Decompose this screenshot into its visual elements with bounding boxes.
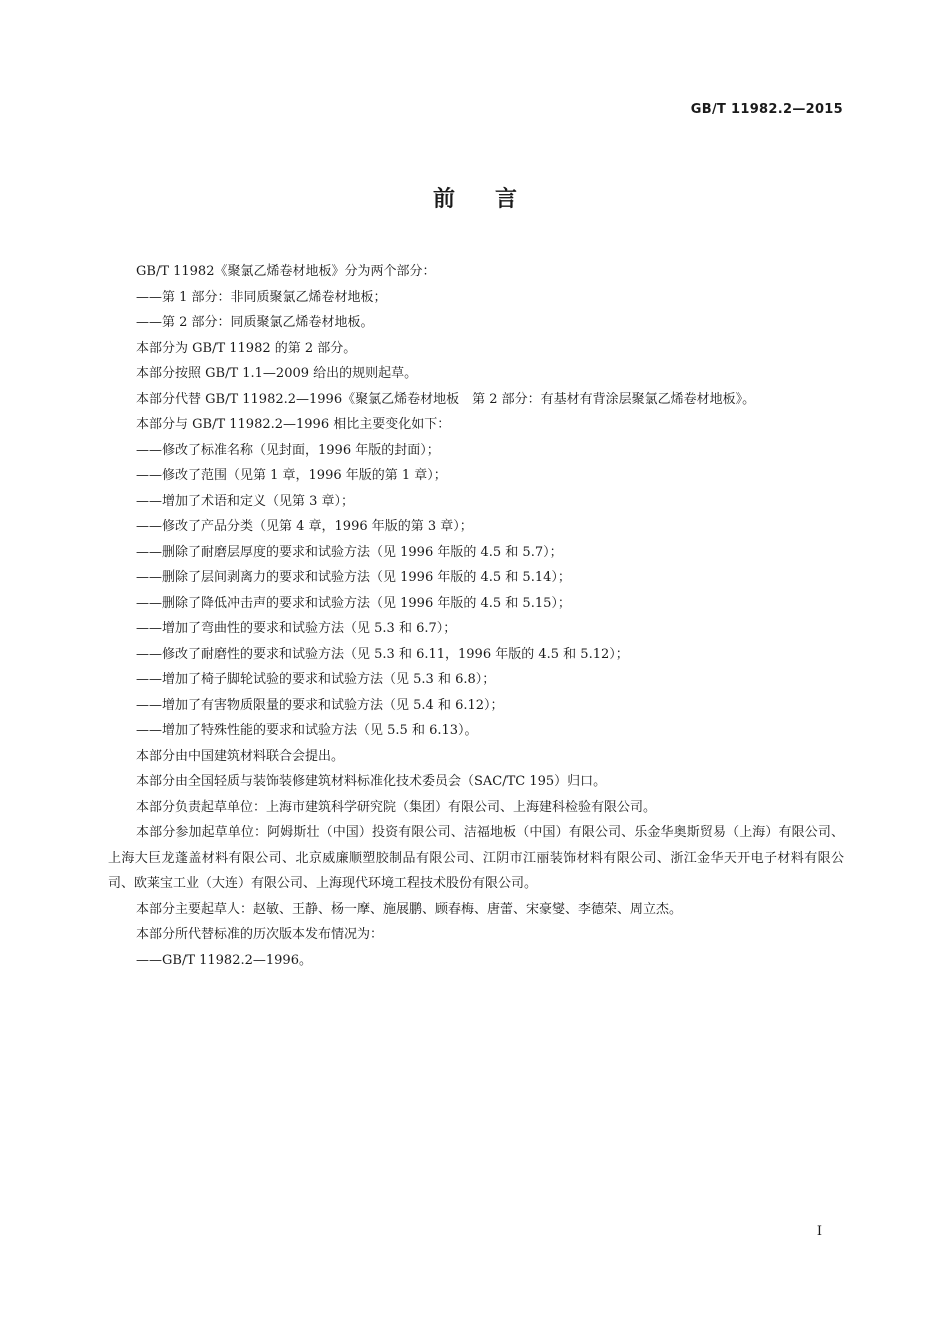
paragraph: 本部分由全国轻质与装饰装修建筑材料标准化技术委员会（SAC/TC 195）归口。 bbox=[136, 774, 607, 789]
paragraph: 本部分主要起草人：赵敏、王静、杨一摩、施展鹏、顾春梅、唐蕾、宋豪燮、李德荣、周立杰。 bbox=[136, 901, 683, 917]
list-item: ——修改了标准名称（见封面，1996 年版的封面）； bbox=[136, 442, 440, 458]
paragraph: 本部分与 GB/T 11982.2—1996 相比主要变化如下： bbox=[136, 417, 451, 432]
paragraph: 本部分负责起草单位：上海市建筑科学研究院（集团）有限公司、上海建科检验有限公司。 bbox=[136, 799, 657, 815]
paragraph: 本部分按照 GB/T 1.1—2009 给出的规则起草。 bbox=[136, 366, 418, 381]
page-title: 前言 bbox=[432, 187, 557, 212]
list-item: ——修改了范围（见第 1 章，1996 年版的第 1 章）； bbox=[136, 468, 447, 483]
list-item: ——GB/T 11982.2—1996。 bbox=[136, 952, 312, 968]
paragraph: 本部分所代替标准的历次版本发布情况为： bbox=[136, 927, 384, 942]
list-item: ——删除了降低冲击声的要求和试验方法（见 1996 年版的 4.5 和 5.15）； bbox=[136, 595, 571, 611]
list-item: ——增加了术语和定义（见第 3 章）； bbox=[136, 493, 355, 509]
list-item: ——增加了弯曲性的要求和试验方法（见 5.3 和 6.7）； bbox=[136, 621, 457, 636]
list-item: ——第 1 部分：非同质聚氯乙烯卷材地板； bbox=[136, 289, 387, 305]
list-item: ——删除了耐磨层厚度的要求和试验方法（见 1996 年版的 4.5 和 5.7）； bbox=[136, 544, 563, 560]
list-item: ——修改了产品分类（见第 4 章，1996 年版的第 3 章）； bbox=[136, 519, 473, 534]
list-item: ——第 2 部分：同质聚氯乙烯卷材地板。 bbox=[136, 315, 374, 330]
list-item: ——增加了有害物质限量的要求和试验方法（见 5.4 和 6.12）； bbox=[136, 697, 504, 713]
foreword-body bbox=[108, 259, 844, 973]
list-item: ——增加了特殊性能的要求和试验方法（见 5.5 和 6.13）。 bbox=[136, 723, 478, 738]
paragraph: 本部分由中国建筑材料联合会提出。 bbox=[136, 748, 345, 764]
paragraph: 本部分代替 GB/T 11982.2—1996《聚氯乙烯卷材地板 第 2 部分：有基材有背涂层聚氯乙烯卷材地板》。 bbox=[136, 391, 756, 407]
list-item: ——删除了层间剥离力的要求和试验方法（见 1996 年版的 4.5 和 5.14）； bbox=[136, 570, 571, 585]
paragraph: 本部分为 GB/T 11982 的第 2 部分。 bbox=[136, 340, 357, 356]
list-item: ——增加了椅子脚轮试验的要求和试验方法（见 5.3 和 6.8）； bbox=[136, 672, 496, 687]
standard-code: GB/T 11982.2—2015 bbox=[690, 102, 843, 117]
list-item: ——修改了耐磨性的要求和试验方法（见 5.3 和 6.11，1996 年版的 4.5 和 5.12）； bbox=[136, 646, 629, 662]
page-number: I bbox=[816, 1224, 822, 1239]
paragraph: 本部分参加起草单位：阿姆斯壮（中国）投资有限公司、洁福地板（中国）有限公司、乐金华奥斯贸易（上海）有限公司、上海大巨龙蓬盖材料有限公司、北京威廉顺塑胶制品有限公司、江阴市江丽装饰材料有限公司、浙江金华天开电子材料有限公司、欧莱宝工业（大连）有限公司、上海现代环境工程技术股份有限公司。 bbox=[108, 825, 844, 891]
paragraph: GB/T 11982《聚氯乙烯卷材地板》分为两个部分： bbox=[136, 264, 436, 279]
